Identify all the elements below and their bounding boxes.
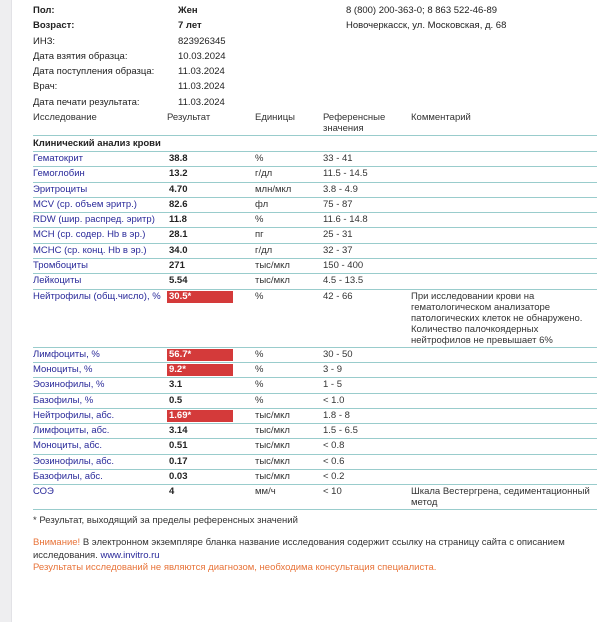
units: %: [255, 379, 264, 391]
test-name-link[interactable]: Эритроциты: [33, 183, 88, 195]
test-name-link[interactable]: MCHC (ср. конц. Hb в эр.): [33, 244, 147, 256]
reference-range: < 10: [323, 486, 342, 498]
result-value: 4: [169, 486, 175, 498]
result-value: 13.2: [169, 168, 188, 180]
inz-value: 823926345: [178, 35, 226, 47]
test-name-link[interactable]: Гематокрит: [33, 153, 84, 164]
units: тыс/мкл: [255, 260, 290, 272]
units: г/дл: [255, 168, 273, 180]
reference-range: 1 - 5: [323, 379, 343, 391]
units: %: [255, 290, 264, 302]
invitro-link[interactable]: www.invitro.ru: [100, 549, 160, 561]
table-row: [33, 183, 597, 198]
sample-date-value: 10.03.2024: [178, 50, 226, 62]
reference-range: < 0.8: [323, 440, 345, 452]
reference-range: 25 - 31: [323, 229, 353, 241]
units: %: [255, 348, 264, 360]
table-row: [33, 470, 597, 485]
print-date-value: 11.03.2024: [178, 96, 225, 108]
footnote: * Результат, выходящий за пределы референсных значений: [33, 515, 298, 526]
result-value: 38.8: [169, 153, 188, 164]
test-name-link[interactable]: RDW (шир. распред. эритр): [33, 214, 155, 226]
test-name-link[interactable]: СОЭ: [33, 486, 54, 498]
reference-range: 3 - 9: [323, 363, 343, 375]
test-name-link[interactable]: MCH (ср. содер. Hb в эр.): [33, 229, 146, 241]
result-value: 0.17: [169, 455, 188, 467]
units: тыс/мкл: [255, 440, 290, 452]
result-value: 4.70: [169, 183, 188, 195]
table-row: [33, 213, 597, 228]
print-date-label: Дата печати результата:: [33, 96, 140, 108]
units: %: [255, 394, 264, 406]
result-value: 82.6: [169, 198, 188, 210]
result-value: 0.03: [169, 471, 188, 483]
units: %: [255, 214, 264, 226]
reference-range: 32 - 37: [323, 244, 353, 256]
table-row: [33, 167, 597, 182]
table-row: [33, 424, 597, 439]
table-row: [33, 274, 597, 289]
result-value: 0.51: [169, 440, 188, 452]
units: тыс/мкл: [255, 409, 290, 421]
reference-range: 150 - 400: [323, 260, 364, 272]
notice: [33, 537, 598, 575]
table-row: [33, 290, 597, 348]
reference-range: < 0.6: [323, 455, 345, 467]
units: мм/ч: [255, 486, 276, 498]
table-header: [33, 112, 597, 136]
units: млн/мкл: [255, 183, 292, 195]
result-value-flagged: 9.2*: [167, 364, 233, 376]
sex-label: Пол:: [33, 5, 55, 16]
sample-date-label: Дата взятия образца:: [33, 50, 128, 62]
result-value: 11.8: [169, 214, 187, 226]
doctor-label: Врач:: [33, 81, 58, 93]
reference-range: < 1.0: [323, 394, 345, 406]
age-value: 7 лет: [178, 20, 202, 32]
lab-phone: 8 (800) 200-363-0; 8 863 522-46-89: [346, 5, 498, 16]
sex-value: Жен: [178, 5, 198, 16]
table-row: [33, 228, 597, 243]
test-name-link[interactable]: Лейкоциты: [33, 275, 82, 287]
reference-range: 75 - 87: [323, 198, 353, 210]
test-name-link[interactable]: Нейтрофилы (общ.число), %: [33, 290, 161, 302]
table-row: [33, 485, 597, 510]
units: %: [255, 153, 264, 164]
reference-range: 11.5 - 14.5: [323, 168, 368, 180]
reference-range: 42 - 66: [323, 290, 353, 302]
reference-range: 3.8 - 4.9: [323, 183, 358, 195]
test-name-link[interactable]: Лимфоциты, %: [33, 348, 100, 360]
units: тыс/мкл: [255, 275, 290, 287]
header-result: Результат: [167, 112, 211, 123]
inz-label: ИНЗ:: [33, 35, 56, 47]
units: тыс/мкл: [255, 455, 290, 467]
test-name-link[interactable]: Моноциты, абс.: [33, 440, 103, 452]
reference-range: 33 - 41: [323, 153, 353, 164]
table-row: [33, 409, 597, 424]
test-name-link[interactable]: Нейтрофилы, абс.: [33, 409, 115, 421]
result-value: 34.0: [169, 244, 188, 256]
lab-address: Новочеркасск, ул. Московская, д. 68: [346, 20, 507, 32]
test-name-link[interactable]: Моноциты, %: [33, 363, 93, 375]
result-value: 28.1: [169, 229, 188, 241]
result-value: 5.54: [169, 275, 188, 287]
left-margin-strip: [0, 0, 12, 622]
units: пг: [255, 229, 264, 241]
table-row: [33, 244, 597, 259]
reference-range: 30 - 50: [323, 348, 353, 360]
table-row: [33, 348, 597, 363]
test-name-link[interactable]: Базофилы, %: [33, 394, 94, 406]
notice-attention: Внимание!: [33, 537, 81, 548]
units: %: [255, 363, 264, 375]
test-name-link[interactable]: Тромбоциты: [33, 260, 88, 272]
result-value: 3.1: [169, 379, 183, 391]
result-value: 271: [169, 260, 185, 272]
reference-range: < 0.2: [323, 471, 345, 483]
notice-text: В электронном экземпляре бланка название исследования содержит ссылку на страницу сайта с описанием исследования.: [33, 537, 565, 561]
test-name-link[interactable]: MCV (ср. объем эритр.): [33, 198, 137, 210]
table-row: [33, 198, 597, 213]
table-row: [33, 378, 597, 393]
result-value: 0.5: [169, 394, 183, 406]
reference-range: 11.6 - 14.8: [323, 214, 368, 226]
result-value: 3.14: [169, 425, 188, 437]
table-row: [33, 439, 597, 454]
reference-range: 1.8 - 8: [323, 409, 350, 421]
result-value-flagged: 56.7*: [167, 349, 233, 361]
units: г/дл: [255, 244, 273, 256]
results-table: [33, 152, 597, 510]
age-label: Возраст:: [33, 20, 75, 32]
table-row: [33, 259, 597, 274]
result-value-flagged: 30.5*: [167, 291, 233, 303]
units: тыс/мкл: [255, 425, 290, 437]
reference-range: 4.5 - 13.5: [323, 275, 364, 287]
table-row: [33, 394, 597, 409]
receipt-date-value: 11.03.2024: [178, 66, 225, 78]
receipt-date-label: Дата поступления образца:: [33, 66, 155, 78]
doctor-value: 11.03.2024: [178, 81, 225, 93]
table-row: [33, 363, 597, 378]
test-name-link[interactable]: Гемоглобин: [33, 168, 85, 180]
test-name-link[interactable]: Эозинофилы, абс.: [33, 455, 114, 467]
test-name-link[interactable]: Базофилы, абс.: [33, 471, 103, 483]
comment: Шкала Вестергрена, седиментационный метод: [411, 486, 590, 509]
units: фл: [255, 198, 269, 210]
patient-info: [33, 3, 333, 110]
test-name-link[interactable]: Эозинофилы, %: [33, 379, 105, 391]
test-name-link[interactable]: Лимфоциты, абс.: [33, 425, 110, 437]
header-reference: Референсные значения: [323, 112, 386, 134]
header-comment: Комментарий: [411, 112, 471, 123]
header-test: Исследование: [33, 112, 97, 123]
result-value-flagged: 1.69*: [167, 410, 233, 422]
header-units: Единицы: [255, 112, 296, 123]
section-title: Клинический анализ крови: [33, 136, 597, 152]
table-row: [33, 152, 597, 167]
disclaimer: Результаты исследований не являются диагнозом, необходима консультация специалиста.: [33, 562, 437, 573]
table-row: [33, 455, 597, 470]
reference-range: 1.5 - 6.5: [323, 425, 358, 437]
units: тыс/мкл: [255, 471, 290, 483]
lab-contact: [346, 3, 506, 34]
comment: При исследовании крови на гематологическом анализаторе патологических клеток не обнаружено. Количество палочкоядерных нейтрофилов не превышает 6%: [411, 290, 583, 346]
